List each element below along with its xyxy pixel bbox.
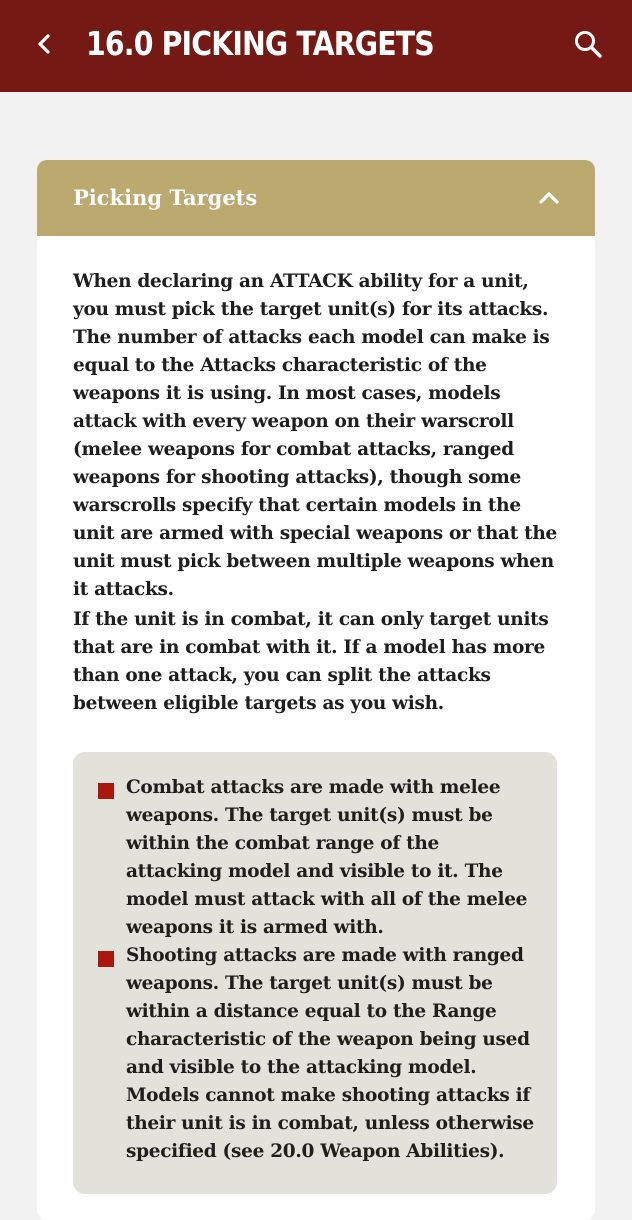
section-header[interactable] bbox=[37, 160, 595, 236]
rules-callout bbox=[73, 752, 557, 1194]
search-icon bbox=[573, 29, 603, 59]
chevron-up-icon bbox=[537, 190, 561, 206]
square-bullet-icon bbox=[98, 951, 114, 967]
back-button[interactable] bbox=[24, 22, 64, 66]
collapse-button[interactable] bbox=[527, 176, 571, 220]
list-item-text: Shooting attacks are made with ranged weapons. The target unit(s) must be within a distance equal to the Range characteristic of the weapon being used and visible to the attacking model. Models cannot make shooting attacks if their unit is in combat, unless otherwise specified (see 20.0 Weapon Abilities). bbox=[126, 945, 534, 1162]
search-button[interactable] bbox=[566, 22, 610, 66]
square-bullet-icon bbox=[98, 783, 114, 799]
body-paragraph: If the unit is in combat, it can only target units that are in combat with it. If a model has more than one attack, you can split the attacks between eligible targets as you wish. bbox=[73, 609, 549, 714]
section-title: Picking Targets bbox=[73, 185, 258, 210]
body-paragraph: When declaring an ATTACK ability for a unit, you must pick the target unit(s) for its attacks. The number of attacks each model can make is equal to the Attacks characteristic of the weapons it is using. In most cases, models attack with every weapon on their warscroll (melee weapons for combat attacks, ranged weapons for shooting attacks), though some warscrolls specify that certain models in the unit are armed with special weapons or that the unit must pick between multiple weapons when it attacks. bbox=[73, 271, 558, 600]
page-title: 16.0 PICKING TARGETS bbox=[86, 24, 434, 63]
list-item-text: Combat attacks are made with melee weapons. The target unit(s) must be within the combat range of the attacking model and visible to it. The model must attack with all of the melee weapons it is armed with. bbox=[126, 777, 528, 938]
chevron-left-icon bbox=[34, 32, 54, 56]
section-card bbox=[37, 160, 595, 1220]
top-app-bar bbox=[0, 0, 632, 92]
